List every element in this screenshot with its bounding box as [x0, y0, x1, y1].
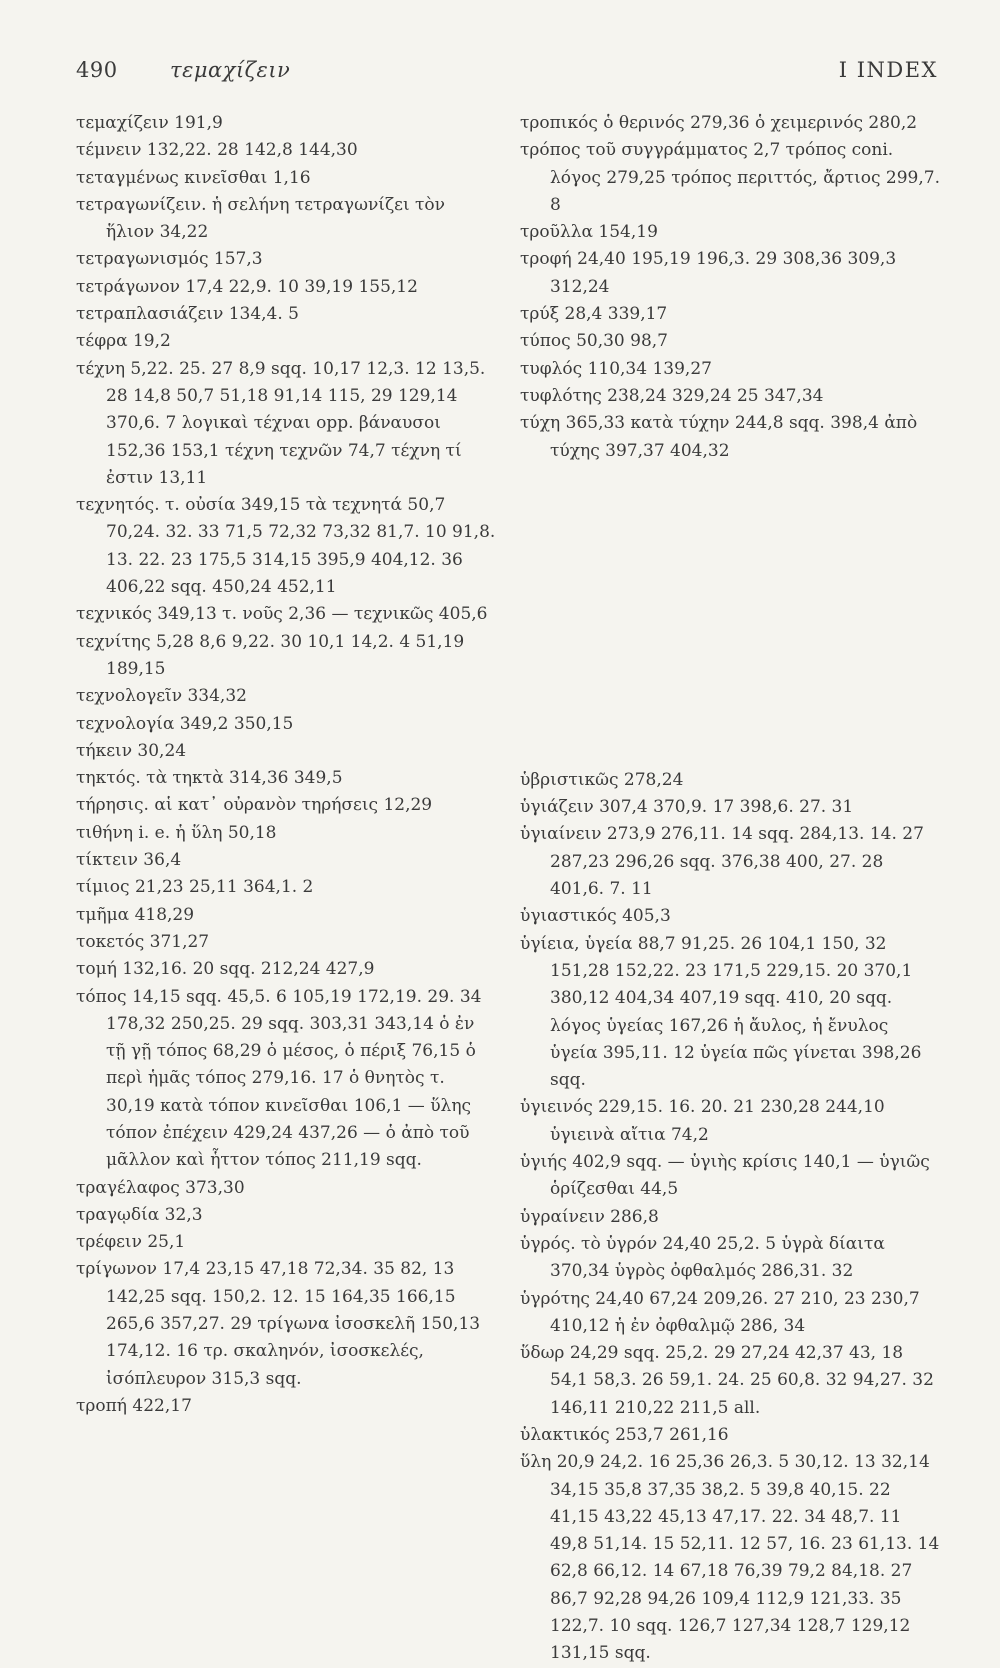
index-entry: τυφλός 110,34 139,27: [520, 358, 712, 379]
index-entry: τετραγωνισμός 157,3: [76, 249, 263, 270]
index-entry: τροῦλλα 154,19: [520, 222, 658, 243]
index-entry: τεταγμένως κινεῖσθαι 1,16: [76, 167, 311, 188]
index-entry: τύπος 50,30 98,7: [520, 331, 668, 352]
index-entry: ὕδωρ 24,29 sqq. 25,2. 29 27,24 42,37 43, 18 54,1 58,3. 26 59,1. 24. 25 60,8. 32 94,27. 32 146,11 210,22 211,5 all.: [520, 1343, 934, 1418]
index-entry: τηκτός. τὰ τηκτὰ 314,36 349,5: [76, 768, 343, 789]
index-entry: τομή 132,16. 20 sqq. 212,24 427,9: [76, 959, 375, 980]
index-entry: τροπικός ὁ θερινός 279,36 ὁ χειμερινός 280,2: [520, 113, 918, 133]
index-entry: τοκετός 371,27: [76, 931, 210, 952]
index-entry: τόπος 14,15 sqq. 45,5. 6 105,19 172,19. 29. 34 178,32 250,25. 29 sqq. 303,31 343,14 ὁ ἐν τῇ γῇ τόπος 68,29 ὁ μέσος, ὁ πέριξ 76,15 ὁ περὶ ἡμᾶς τόπος 279,16. 17 ὁ θνητὸς τ. 30,19 κατὰ τόπον κινεῖσθαι 106,1 — ὕλης τόπον ἐπέχειν 429,24 437,26 — ὁ ἀπὸ τοῦ μᾶλλον καὶ ἧττον τόπος 211,19 sqq.: [76, 986, 482, 1171]
index-entry: τετραγωνίζειν. ἡ σελήνη τετραγωνίζει τὸν ἥλιον 34,22: [76, 194, 446, 243]
index-entry: τιθήνη i. e. ἡ ὕλη 50,18: [76, 822, 277, 843]
index-entry: ὑβριστικῶς 278,24: [520, 769, 684, 790]
index-entry: ὕλη 20,9 24,2. 16 25,36 26,3. 5 30,12. 13 32,14 34,15 35,8 37,35 38,2. 5 39,8 40,15. 22 41,15 43,22 45,13 47,17. 22. 34 48,7. 11 49,8 51,14. 15 52,11. 12 57, 16. 23 61,13. 14 62,8 66,12. 14 67,18 76,39 79,2 84,18. 27 86,7 92,28 94,26 109,4 112,9 121,33. 35 122,7. 10 sqq. 126,7 127,34 128,7 129,12 131,15 sqq.: [520, 1452, 940, 1664]
index-entry: τεχνολογεῖν 334,32: [76, 686, 247, 707]
letter-gap: [520, 465, 940, 767]
index-entry: τραγέλαφος 373,30: [76, 1177, 245, 1198]
index-entry: ὑγραίνειν 286,8: [520, 1206, 659, 1227]
index-entry: ὑγρότης 24,40 67,24 209,26. 27 210, 23 230,7 410,12 ἡ ἐν ὀφθαλμῷ 286, 34: [520, 1288, 920, 1336]
index-column-left: [76, 110, 496, 1420]
index-entry: τύχη 365,33 κατὰ τύχην 244,8 sqq. 398,4 ἀπὸ τύχης 397,37 404,32: [520, 413, 918, 461]
index-entry: τήκειν 30,24: [76, 740, 187, 761]
index-entry: τίκτειν 36,4: [76, 850, 182, 871]
index-entry: τεχνολογία 349,2 350,15: [76, 713, 294, 734]
index-entry: τέφρα 19,2: [76, 331, 171, 352]
index-entry: ὑγιεινός 229,15. 16. 20. 21 230,28 244,10 ὑγιεινὰ αἴτια 74,2: [520, 1097, 885, 1145]
index-entry: ὑγιαστικός 405,3: [520, 906, 671, 927]
index-entry: τεχνίτης 5,28 8,6 9,22. 30 10,1 14,2. 4 51,19 189,15: [76, 631, 465, 679]
index-entry: τέχνη 5,22. 25. 27 8,9 sqq. 10,17 12,3. 12 13,5. 28 14,8 50,7 51,18 91,14 115, 29 129,14 370,6. 7 λογικαὶ τέχναι opp. βάναυσοι 152,36 153,1 τέχνη τεχνῶν 74,7 τέχνη τί ἐστιν 13,11: [76, 358, 486, 488]
index-group-upsilon: [520, 767, 940, 1668]
index-entry: τραγῳδία 32,3: [76, 1204, 203, 1225]
index-entry: ὑγρός. τὸ ὑγρόν 24,40 25,2. 5 ὑγρὰ δίαιτα 370,34 ὑγρὸς ὀφθαλμός 286,31. 32: [520, 1233, 885, 1282]
index-entry: τίμιος 21,23 25,11 364,1. 2: [76, 877, 314, 898]
index-entry: τρόπος τοῦ συγγράμματος 2,7 τρόπος coni. λόγος 279,25 τρόπος περιττός, ἄρτιος 299,7. 8: [520, 140, 940, 215]
index-entry: τεχνητός. τ. οὐσία 349,15 τὰ τεχνητά 50,7 70,24. 32. 33 71,5 72,32 73,32 81,7. 10 91,8. 13. 22. 23 175,5 314,15 395,9 404,12. 36 406,22 sqq. 450,24 452,11: [76, 495, 496, 598]
index-group-tau: [520, 110, 940, 465]
index-entry: τρέφειν 25,1: [76, 1232, 186, 1253]
index-entry: ὑλακτικός 253,7 261,16: [520, 1424, 729, 1445]
section-title: I INDEX: [838, 58, 938, 82]
index-entry: τέμνειν 132,22. 28 142,8 144,30: [76, 140, 358, 161]
index-column-right: [520, 110, 940, 1668]
index-entry: τήρησις. αἱ κατ᾽ οὐρανὸν τηρήσεις 12,29: [76, 795, 433, 816]
index-entry: ὑγίεια, ὑγεία 88,7 91,25. 26 104,1 150, 32 151,28 152,22. 23 171,5 229,15. 20 370,1 380,12 404,34 407,19 sqq. 410, 20 sqq. λόγος ὑγείας 167,26 ἡ ἄυλος, ἡ ἔνυλος ὑγεία 395,11. 12 ὑγεία πῶς γίνεται 398,26 sqq.: [520, 933, 922, 1091]
index-entry: τμῆμα 418,29: [76, 904, 195, 925]
index-entry: ὑγιάζειν 307,4 370,9. 17 398,6. 27. 31: [520, 797, 854, 818]
index-entry: τυφλότης 238,24 329,24 25 347,34: [520, 385, 824, 406]
index-entry: τροπή 422,17: [76, 1395, 192, 1416]
page-number: 490: [76, 58, 118, 82]
index-entry: ὑγιαίνειν 273,9 276,11. 14 sqq. 284,13. 14. 27 287,23 296,26 sqq. 376,38 400, 27. 28 401,6. 7. 11: [520, 824, 924, 900]
index-entry: τεχνικός 349,13 τ. νοῦς 2,36 — τεχνικῶς 405,6: [76, 604, 488, 625]
index-entry: τρύξ 28,4 339,17: [520, 304, 668, 325]
index-entry: τετραπλασιάζειν 134,4. 5: [76, 304, 299, 325]
running-headword: τεμαχίζειν: [170, 58, 291, 82]
index-entry: τετράγωνον 17,4 22,9. 10 39,19 155,12: [76, 276, 418, 297]
index-entry: τροφή 24,40 195,19 196,3. 29 308,36 309,3 312,24: [520, 249, 897, 297]
index-entry: τεμαχίζειν 191,9: [76, 113, 223, 133]
page-header: [76, 58, 938, 88]
index-entry: τρίγωνον 17,4 23,15 47,18 72,34. 35 82, 13 142,25 sqq. 150,2. 12. 15 164,35 166,15 265,6 357,27. 29 τρίγωνα ἰσοσκελῆ 150,13 174,12. 16 τρ. σκαληνόν, ἰσοσκελές, ἰσόπλευρον 315,3 sqq.: [76, 1259, 481, 1389]
index-entry: ὑγιής 402,9 sqq. — ὑγιὴς κρίσις 140,1 — ὑγιῶς ὁρίζεσθαι 44,5: [520, 1152, 930, 1200]
